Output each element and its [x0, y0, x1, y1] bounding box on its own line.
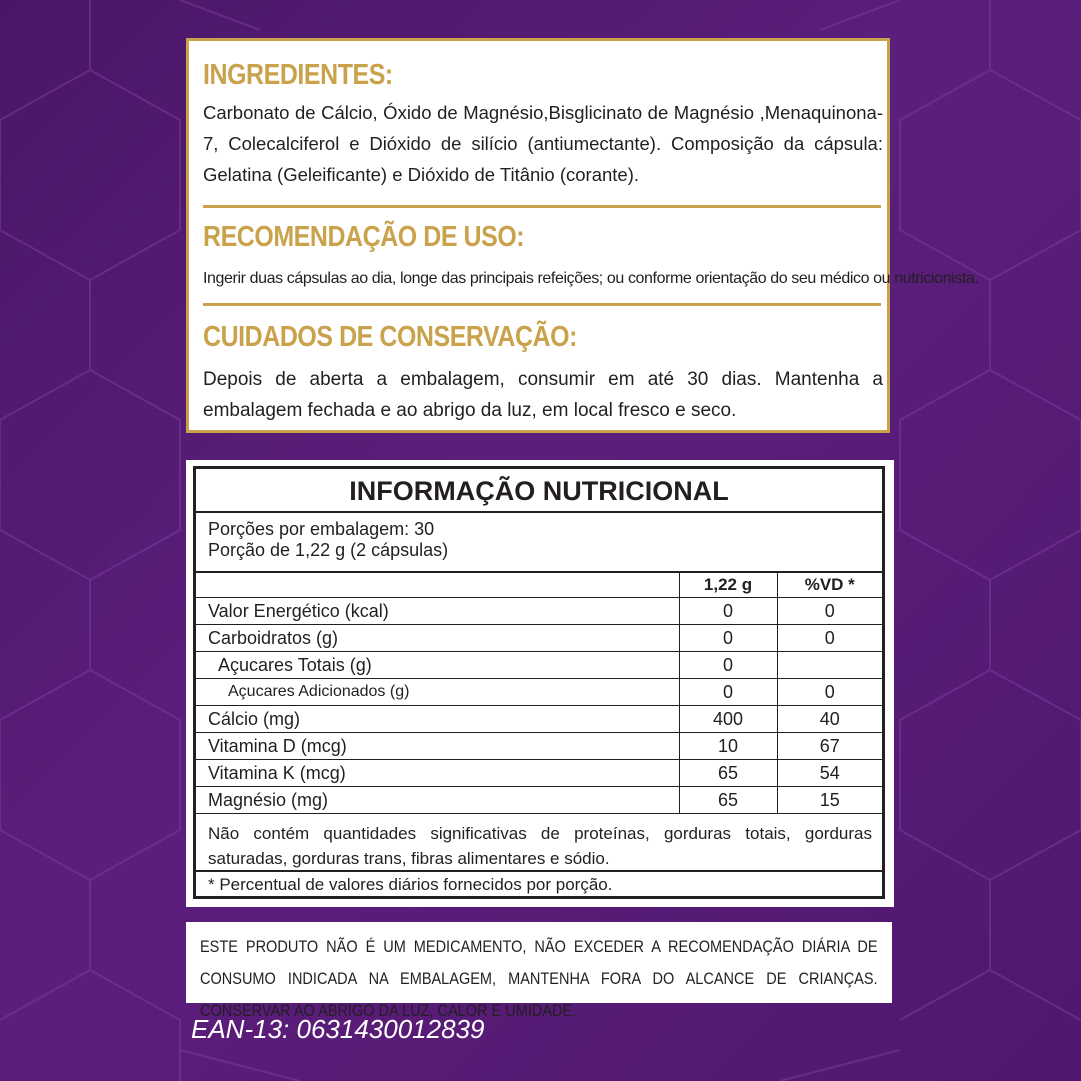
nutrient-amount: 10 [679, 733, 777, 760]
nutrient-amount: 65 [679, 787, 777, 814]
table-row [196, 679, 882, 706]
ean-barcode-number: EAN-13: 0631430012839 [191, 1014, 485, 1044]
nutrient-amount: 65 [679, 760, 777, 787]
nutrition-frame [193, 466, 885, 899]
nutrient-label: Vitamina D (mcg) [196, 733, 679, 760]
divider [203, 303, 881, 306]
nutrient-dv: 40 [777, 706, 882, 733]
nutrient-dv: 0 [777, 679, 882, 706]
ingredients-text: Carbonato de Cálcio, Óxido de Magnésio,Bisglicinato de Magnésio ,Menaquinona-7, Colecalciferol e Dióxido de silício (antiumectante). Composição da cápsula: Gelatina (Geleificante) e Dióxido de Titânio (corante). [203, 102, 883, 185]
divider [203, 205, 881, 208]
nutrient-label: Açucares Totais (g) [196, 652, 679, 679]
nutrient-dv [777, 652, 882, 679]
nutrient-label: Cálcio (mg) [196, 706, 679, 733]
nutrient-dv: 0 [777, 625, 882, 652]
nutrient-amount: 0 [679, 652, 777, 679]
table-row [196, 652, 882, 679]
nutrient-amount: 0 [679, 625, 777, 652]
usage-title: RECOMENDAÇÃO DE USO: [203, 221, 525, 253]
nutrient-label: Valor Energético (kcal) [196, 598, 679, 625]
table-row [196, 598, 882, 625]
nutrient-label: Magnésio (mg) [196, 787, 679, 814]
storage-text: Depois de aberta a embalagem, consumir em até 30 dias. Mantenha a embalagem fechada e ao abrigo da luz, em local fresco e seco. [203, 369, 883, 421]
table-row [196, 706, 882, 733]
nutrient-dv: 0 [777, 598, 882, 625]
nutrient-amount: 400 [679, 706, 777, 733]
usage-text: Ingerir duas cápsulas ao dia, longe das principais refeições; ou conforme orientação do seu médico ou nutricionista. [203, 270, 979, 287]
table-row [196, 733, 882, 760]
ingredients-title: INGREDIENTES: [203, 59, 393, 91]
nutrition-table [196, 573, 882, 814]
header-daily-value: %VD * [777, 573, 882, 598]
nutrient-dv: 54 [777, 760, 882, 787]
table-row [196, 625, 882, 652]
divider [196, 870, 882, 872]
warning-box [186, 922, 892, 1020]
nutrient-label: Vitamina K (mcg) [196, 760, 679, 787]
nutrition-note: Não contém quantidades significativas de proteínas, gorduras totais, gorduras saturadas, gorduras trans, fibras alimentares e sódio. [208, 824, 872, 868]
nutrient-label: Açucares Adicionados (g) [196, 679, 679, 706]
nutrition-title: INFORMAÇÃO NUTRICIONAL [196, 469, 882, 513]
nutrient-amount: 0 [679, 598, 777, 625]
header-nutrient [196, 573, 679, 598]
portion-size: Porção de 1,22 g (2 cápsulas) [208, 540, 449, 560]
nutrient-dv: 15 [777, 787, 882, 814]
portions-per-pack: Porções por embalagem: 30 [208, 519, 435, 539]
nutrition-facts-panel [186, 460, 894, 907]
table-row [196, 760, 882, 787]
storage-title: CUIDADOS DE CONSERVAÇÃO: [203, 321, 577, 353]
nutrient-label: Carboidratos (g) [196, 625, 679, 652]
portion-info [208, 519, 448, 561]
header-amount: 1,22 g [679, 573, 777, 598]
nutrient-amount: 0 [679, 679, 777, 706]
table-header-row [196, 573, 882, 598]
product-info-card [186, 38, 979, 433]
nutrition-footnote: * Percentual de valores diários fornecidos por porção. [208, 875, 613, 894]
warning-text: ESTE PRODUTO NÃO É UM MEDICAMENTO, NÃO EXCEDER A RECOMENDAÇÃO DIÁRIA DE CONSUMO INDICADA NA EMBALAGEM, MANTENHA FORA DO ALCANCE DE CRIANÇAS. CONSERVAR AO ABRIGO DA LUZ, CALOR E UMIDADE. [200, 938, 878, 1020]
table-row [196, 787, 882, 814]
nutrient-dv: 67 [777, 733, 882, 760]
